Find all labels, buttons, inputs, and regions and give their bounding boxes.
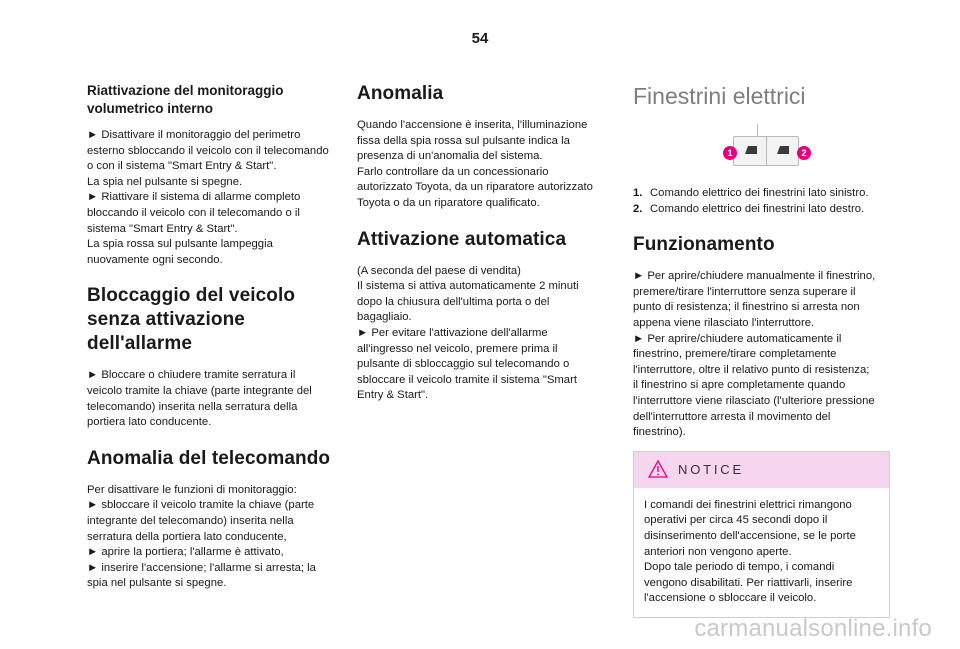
text-line: Dopo tale periodo di tempo, i comandi	[644, 561, 835, 574]
callout-badge-2: 2	[797, 146, 811, 160]
text-line: ► inserire l'accensione; l'allarme si arresta; la	[87, 561, 316, 574]
text-line: presenza di un'anomalia del sistema.	[357, 150, 543, 163]
text-line: esterno sbloccando il veicolo con il telecomando	[87, 144, 329, 157]
text-line: telecomando) inserita nella serratura della	[87, 400, 298, 413]
warning-triangle-icon	[648, 460, 668, 478]
text-line: Il sistema si attiva automaticamente 2 minuti	[357, 280, 579, 293]
text-line: anteriori non vengono aperte.	[644, 545, 792, 558]
text-line: Per disattivare le funzioni di monitoraggio:	[87, 483, 297, 496]
text-line: ► Riattivare il sistema di allarme completo	[87, 191, 301, 204]
text-line: spia nel pulsante si spegne.	[87, 577, 227, 590]
text-line: fissa della spia rossa sul pulsante indica la	[357, 134, 570, 147]
notice-header	[634, 452, 889, 488]
text-line: dopo la chiusura dell'ultima porta o del	[357, 295, 550, 308]
callout-badge-1: 1	[723, 146, 737, 160]
column-2	[357, 82, 609, 404]
list-text: Comando elettrico dei finestrini lato sinistro.	[650, 187, 869, 199]
heading-line: Bloccaggio del veicolo	[87, 285, 296, 307]
text-line: finestrino, premere/tirare completamente	[633, 348, 837, 361]
list-number: 2.	[633, 202, 643, 215]
notice-title: NOTICE	[678, 461, 744, 477]
numbered-list	[633, 186, 891, 217]
text-line: Quando l'accensione è inserita, l'illuminazione	[357, 119, 588, 131]
heading-line: senza attivazione	[87, 309, 245, 331]
window-switch-right-icon	[776, 145, 790, 155]
text-line: La spia rossa sul pulsante lampeggia	[87, 238, 273, 251]
window-switch-left-icon	[744, 145, 758, 155]
heading-anomalia-telecomando: Anomalia del telecomando	[87, 447, 331, 469]
paragraph-anomalia	[357, 118, 609, 212]
heading-attivazione-automatica: Attivazione automatica	[357, 228, 567, 250]
switch-divider	[766, 137, 767, 165]
text-line: finestrino).	[633, 426, 686, 439]
heading-bloccaggio	[87, 284, 337, 356]
heading-line: dell'allarme	[87, 333, 192, 355]
text-line: autorizzato Toyota, da un riparatore autorizzato	[357, 181, 593, 194]
text-line: vengono disabilitati. Per riattivarli, inserire	[644, 576, 853, 589]
text-line: (A seconda del paese di vendita)	[357, 264, 521, 277]
text-line: serratura della portiera lato conducente,	[87, 530, 287, 543]
heading-funzionamento: Funzionamento	[633, 234, 775, 256]
paragraph-attivazione-automatica	[357, 264, 609, 404]
column-3	[633, 82, 891, 618]
text-line: punto di resistenza; il finestrino si arresta non	[633, 301, 860, 314]
list-number: 1.	[633, 187, 643, 199]
text-line: ► Bloccare o chiudere tramite serratura il	[87, 369, 296, 382]
text-line: Toyota o da un riparatore qualificato.	[357, 196, 540, 209]
text-line: portiera lato conducente.	[87, 416, 212, 429]
text-line: disinserimento dell'accensione, se le porte	[644, 529, 856, 542]
text-line: bagagliaio.	[357, 311, 412, 324]
text-line: all'ingresso nel veicolo, premere prima il	[357, 342, 558, 355]
text-line: appena viene rilasciato l'interruttore.	[633, 316, 815, 329]
text-line: operativi per circa 45 secondi dopo il	[644, 514, 828, 527]
column-1	[87, 82, 337, 592]
heading-anomalia: Anomalia	[357, 83, 444, 104]
text-line: l'interruttore viene rilasciato (l'ulteriore pressione	[633, 394, 875, 407]
paragraph-anomalia-telecomando	[87, 483, 337, 592]
text-line: veicolo tramite la chiave (parte integrante del	[87, 384, 312, 397]
window-switch-figure	[727, 124, 807, 172]
text-line: La spia nel pulsante si spegne.	[87, 175, 243, 188]
text-line: nuovamente ogni secondo.	[87, 253, 223, 266]
text-line: ► Per aprire/chiudere manualmente il finestrino,	[633, 270, 876, 283]
text-line: I comandi dei finestrini elettrici rimangono	[644, 498, 852, 511]
heading-finestrini-elettrici: Finestrini elettrici	[633, 83, 806, 109]
figure-leader-line	[757, 124, 758, 136]
text-line: l'accensione o sbloccare il veicolo.	[644, 592, 817, 605]
paragraph-bloccaggio	[87, 368, 337, 430]
text-line: pulsante di sbloccaggio sul telecomando o	[357, 358, 570, 371]
text-line: Entry & Start".	[357, 389, 429, 402]
text-line: sistema "Smart Entry & Start".	[87, 222, 238, 235]
text-line: sbloccare il veicolo tramite il sistema "Smart	[357, 373, 577, 386]
list-text: Comando elettrico dei finestrini lato destro.	[650, 202, 865, 215]
text-line: il finestrino si apre completamente quando	[633, 379, 846, 392]
text-line: ► sbloccare il veicolo tramite la chiave (parte	[87, 499, 315, 512]
list-item	[633, 202, 891, 218]
text-line: ► Per aprire/chiudere automaticamente il	[633, 332, 842, 345]
text-line: l'interruttore, oltre il relativo punto di resistenza;	[633, 363, 870, 376]
notice-body	[634, 488, 889, 617]
page-number: 54	[471, 30, 489, 47]
text-line: bloccando il veicolo con il telecomando o il	[87, 206, 300, 219]
text-line: Farlo controllare da un concessionario	[357, 165, 549, 178]
text-line: ► aprire la portiera; l'allarme è attivato,	[87, 546, 284, 559]
text-line: dell'interruttore arresta il movimento del	[633, 410, 831, 423]
list-item	[633, 186, 891, 202]
window-switch-panel	[733, 136, 799, 166]
text-line: ► Per evitare l'attivazione dell'allarme	[357, 326, 548, 339]
paragraph-funzionamento	[633, 269, 891, 441]
text-line: premere/tirare l'interruttore senza superare il	[633, 285, 856, 298]
notice-box	[633, 451, 890, 618]
heading-riattivazione: Riattivazione del monitoraggio volumetrico interno	[87, 83, 284, 116]
text-line: ► Disattivare il monitoraggio del perimetro	[87, 129, 301, 141]
text-line: o con il sistema "Smart Entry & Start".	[87, 160, 277, 173]
paragraph-riattivazione	[87, 128, 337, 268]
text-line: integrante del telecomando) inserita nella	[87, 514, 294, 527]
watermark: carmanualsonline.info	[694, 615, 932, 642]
